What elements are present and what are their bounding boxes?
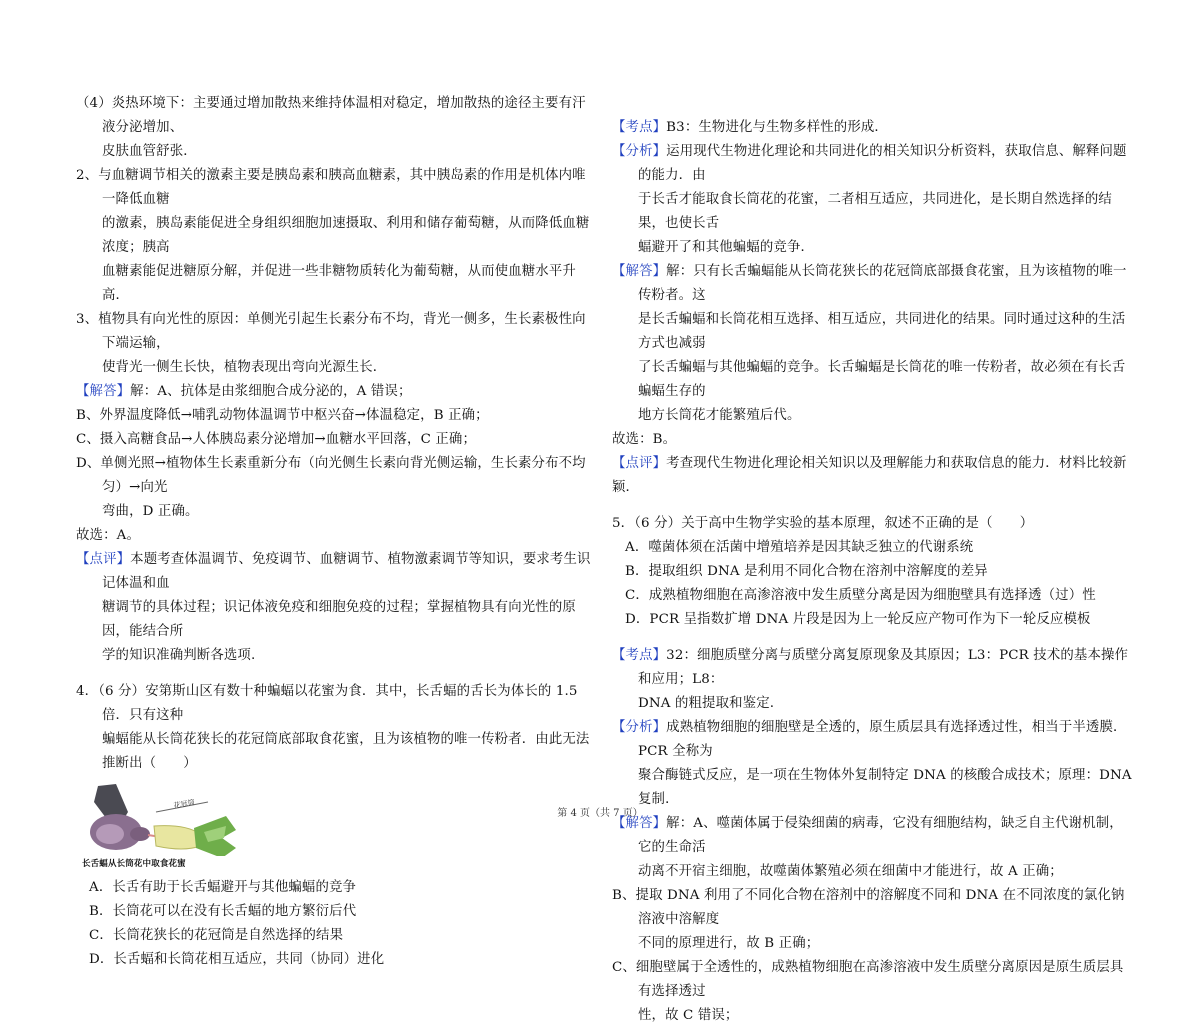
jieda-2-b-line-1: B、提取 DNA 利用了不同化合物在溶剂中的溶解度不同和 DNA 在不同浓度的氯化钠溶液中溶解度 bbox=[612, 888, 1125, 927]
q4-option-c: C．长筒花狭长的花冠筒是自然选择的结果 bbox=[89, 928, 344, 943]
q3-continuation bbox=[76, 92, 598, 164]
kaodian-2-tag: 【考点】 bbox=[612, 648, 667, 663]
jieda-2-tag: 【解答】 bbox=[612, 816, 667, 831]
spacer bbox=[76, 668, 598, 680]
fenxi-2-line-2: 聚合酶链式反应，是一项在生物体外复制特定 DNA 的核酸合成技术；原理：DNA 复制． bbox=[638, 768, 1132, 807]
question-5: 5．（6 分）关于高中生物学实验的基本原理，叙述不正确的是（ ） bbox=[612, 516, 1034, 531]
choice-a: 故选：A。 bbox=[76, 528, 140, 543]
answer-b: B、外界温度降低→哺乳动物体温调节中枢兴奋→体温稳定，B 正确； bbox=[76, 408, 489, 423]
q5-option-c: C．成熟植物细胞在高渗溶液中发生质壁分离是因为细胞壁具有选择透（过）性 bbox=[625, 588, 1096, 603]
kaodian bbox=[612, 116, 1132, 140]
jieda-2-b bbox=[612, 884, 1132, 956]
kaodian-text: B3：生物进化与生物多样性的形成． bbox=[666, 120, 888, 135]
q4-option-a: A．长舌有助于长舌蝠避开与其他蝙蝠的竞争 bbox=[89, 880, 357, 895]
spacer bbox=[612, 632, 1132, 644]
page-footer: 第 4 页（共 7 页） bbox=[557, 808, 643, 819]
dianping bbox=[612, 452, 1132, 500]
answer-a-text: 解：A、抗体是由浆细胞合成分泌的，A 错误； bbox=[130, 384, 412, 399]
q3-line-2: 皮肤血管舒张． bbox=[102, 144, 197, 159]
answer-tag: 【解答】 bbox=[76, 384, 131, 399]
comment-line-3: 学的知识准确判断各选项. bbox=[102, 648, 256, 663]
item-3 bbox=[76, 308, 598, 380]
kaodian-tag: 【考点】 bbox=[612, 120, 667, 135]
q4-option-d: D．长舌蝠和长筒花相互适应，共同（协同）进化 bbox=[89, 952, 385, 967]
jieda bbox=[612, 260, 1132, 428]
answer-d bbox=[76, 452, 598, 524]
jieda-line-3: 了长舌蝙蝠与其他蝙蝠的竞争。长舌蝙蝠是长筒花的唯一传粉者，故必须在有长舌蝙蝠生存的 bbox=[638, 360, 1126, 399]
jieda-2-a bbox=[612, 812, 1132, 884]
q4-line-2: 蝙蝠能从长筒花狭长的花冠筒底部取食花蜜，且为该植物的唯一传粉者．由此无法推断出（ ） bbox=[102, 732, 590, 771]
figure-label-text: 花冠筒 bbox=[172, 798, 196, 810]
comment-line-2: 糖调节的具体过程；识记体液免疫和细胞免疫的过程；掌握植物具有向光性的原因，能结合所 bbox=[102, 600, 576, 639]
kaodian-2-line-2: DNA 的粗提取和鉴定. bbox=[638, 696, 775, 711]
fenxi-line-3: 蝠避开了和其他蝙蝠的竞争． bbox=[638, 240, 815, 255]
bat-flower-illustration bbox=[76, 782, 246, 870]
answer-c: C、摄入高糖食品→人体胰岛素分泌增加→血糖水平回落，C 正确； bbox=[76, 432, 476, 447]
item-2-line-3: 血糖素能促进糖原分解，并促进一些非糖物质转化为葡萄糖，从而使血糖水平升高． bbox=[102, 264, 576, 303]
dianping-text: 考查现代生物进化理论相关知识以及理解能力和获取信息的能力．材料比较新颖． bbox=[612, 456, 1127, 495]
question-4 bbox=[76, 680, 598, 776]
jieda-2-a-line-2: 动离不开宿主细胞，故噬菌体繁殖必须在细菌中才能进行，故 A 正确； bbox=[638, 864, 1063, 879]
item-2 bbox=[76, 164, 598, 308]
q4-option-b: B．长筒花可以在没有长舌蝠的地方繁衍后代 bbox=[89, 904, 357, 919]
figure-caption: 长舌蝠从长筒花中取食花蜜 bbox=[82, 859, 186, 869]
item-2-line-1: 2、与血糖调节相关的激素主要是胰岛素和胰高血糖素，其中胰岛素的作用是机体内唯一降低血糖 bbox=[76, 168, 586, 207]
dianping-tag: 【点评】 bbox=[612, 456, 667, 471]
jieda-line-2: 是长舌蝙蝠和长筒花相互选择、相互适应，共同进化的结果。同时通过这种的生活方式也减弱 bbox=[638, 312, 1126, 351]
comment-tag: 【点评】 bbox=[76, 552, 131, 567]
q5-option-d: D．PCR 呈指数扩增 DNA 片段是因为上一轮反应产物可作为下一轮反应模板 bbox=[625, 612, 1091, 627]
jieda-line-1: 解：只有长舌蝙蝠能从长筒花狭长的花冠筒底部摄食花蜜，且为该植物的唯一传粉者。这 bbox=[638, 264, 1127, 303]
fenxi-line-1: 运用现代生物进化理论和共同进化的相关知识分析资料，获取信息、解释问题的能力．由 bbox=[638, 144, 1127, 183]
answer-a bbox=[76, 380, 598, 404]
q5-option-b: B．提取组织 DNA 是利用不同化合物在溶剂中溶解度的差异 bbox=[625, 564, 988, 579]
fenxi-2-tag: 【分析】 bbox=[612, 720, 667, 735]
jieda-2-a-line-1: 解：A、噬菌体属于侵染细菌的病毒，它没有细胞结构，缺乏自主代谢机制，它的生命活 bbox=[638, 816, 1123, 855]
comment-line-1: 本题考查体温调节、免疫调节、血糖调节、植物激素调节等知识，要求考生识记体温和血 bbox=[102, 552, 591, 591]
kaodian-2 bbox=[612, 644, 1132, 716]
jieda-2-c-line-1: C、细胞壁属于全透性的，成熟植物细胞在高渗溶液中发生质壁分离原因是原生质层具有选择透过 bbox=[612, 960, 1124, 999]
jieda-2-c bbox=[612, 956, 1132, 1028]
q5-option-a: A．噬菌体须在活菌中增殖培养是因其缺乏独立的代谢系统 bbox=[625, 540, 974, 555]
q3-line-1: （4）炎热环境下：主要通过增加散热来维持体温相对稳定，增加散热的途径主要有汗液分泌增加、 bbox=[76, 96, 586, 135]
fenxi-2-line-1: 成熟植物细胞的细胞壁是全透的，原生质层具有选择透过性，相当于半透膜．PCR 全称为 bbox=[638, 720, 1127, 759]
jieda-tag: 【解答】 bbox=[612, 264, 667, 279]
kaodian-2-line-1: 32：细胞质壁分离与质壁分离复原现象及其原因；L3：PCR 技术的基本操作和应用；L8： bbox=[638, 648, 1129, 687]
item-2-line-2: 的激素，胰岛素能促进全身组织细胞加速摄取、利用和储存葡萄糖，从而降低血糖浓度；胰高 bbox=[102, 216, 590, 255]
q4-line-1: 4．（6 分）安第斯山区有数十种蝙蝠以花蜜为食．其中，长舌蝠的舌长为体长的 1.5 倍．只有这种 bbox=[76, 684, 578, 723]
spacer bbox=[612, 500, 1132, 512]
choice-b: 故选：B。 bbox=[612, 432, 677, 447]
jieda-line-4: 地方长筒花才能繁殖后代。 bbox=[638, 408, 801, 423]
bat-flower-figure bbox=[76, 782, 246, 870]
right-column bbox=[612, 116, 1132, 1028]
fenxi-2 bbox=[612, 716, 1132, 812]
fenxi-tag: 【分析】 bbox=[612, 144, 667, 159]
item-3-line-2: 使背光一侧生长快，植物表现出弯向光源生长． bbox=[102, 360, 387, 375]
answer-d-line-2: 弯曲，D 正确。 bbox=[102, 504, 199, 519]
answer-d-line-1: D、单侧光照→植物体生长素重新分布（向光侧生长素向背光侧运输，生长素分布不均匀）→向光 bbox=[76, 456, 586, 495]
fenxi-line-2: 于长舌才能取食长筒花的花蜜，二者相互适应，共同进化，是长期自然选择的结果，也使长舌 bbox=[638, 192, 1112, 231]
fenxi bbox=[612, 140, 1132, 260]
jieda-2-b-line-2: 不同的原理进行，故 B 正确； bbox=[638, 936, 820, 951]
item-3-line-1: 3、植物具有向光性的原因：单侧光引起生长素分布不均，背光一侧多，生长素极性向下端运输， bbox=[76, 312, 586, 351]
comment bbox=[76, 548, 598, 668]
left-column bbox=[76, 92, 598, 972]
jieda-2-c-line-2: 性，故 C 错误； bbox=[638, 1008, 739, 1023]
